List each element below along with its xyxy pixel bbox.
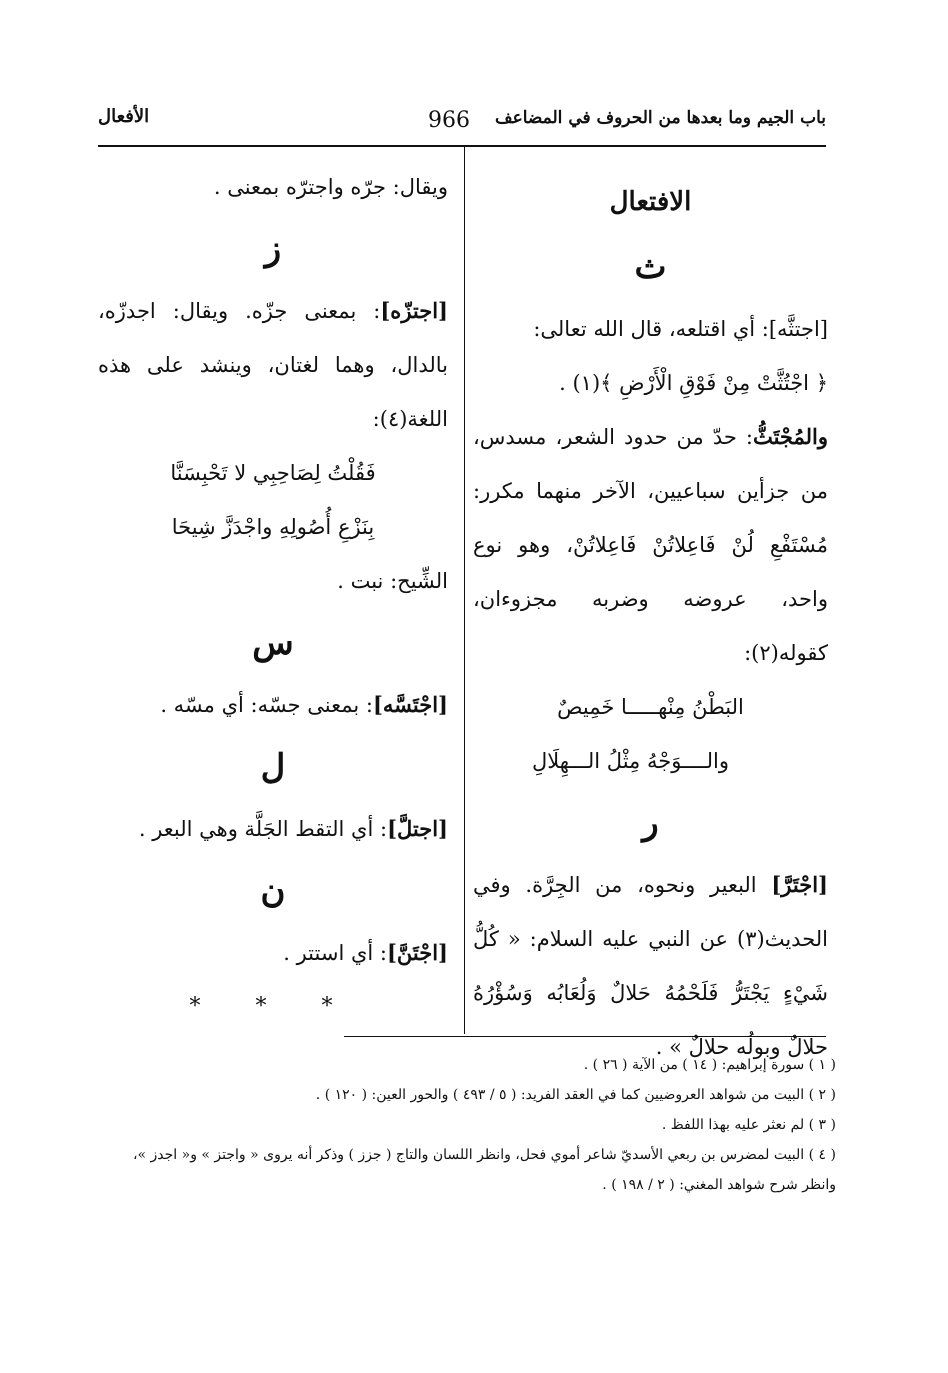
section-title: الأفعال [98,106,150,127]
entry-text: : بمعنى جزّه. ويقال: اجدزّه، بالدال، وهما لغتان، وينشد على هذه اللغة(٤): [98,299,448,431]
footnotes [116,1050,836,1200]
chapter-title: باب الجيم وما بعدها من الحروف في المضاعف [495,108,826,128]
entry-term: والمُجْتَثُّ [752,424,828,449]
column-divider [464,146,465,1034]
entry-ijtanna [98,926,448,980]
section-end-stars: * * * [189,994,357,1019]
footnote-1: ( ١ ) سورة إبراهيم: ( ١٤ ) من الآية ( ٢٦ ) . [583,1057,836,1073]
page-header [98,100,826,140]
letter-heading-r: ر [642,803,659,843]
letter-heading-s: س [252,623,294,663]
entry-ijtarra [473,858,828,1074]
quran-quote: ﴿ اجْتُثَّتْ مِنْ فَوْقِ الْأَرْضِ ﴾(١) . [559,371,828,395]
entry-shih: الشِّيح: نبت . [337,569,448,593]
footnote-4: ( ٤ ) البيت لمضرس بن ربعي الأسديّ شاعر أموي فحل، وانظر اللسان والتاج ( جزز ) وذكر أنه يروى « واجتز » و« اجدز »، وانظر شرح شواهد المغني: ( ٢ / ١٩٨ ) . [133,1147,836,1193]
entry-text: البعير ونحوه، من الجِرَّة. وفي الحديث(٣) عن النبي عليه السلام: « كُلُّ شَيْءٍ يَجْتَرُّ فَلَحْمُهُ حَلالٌ وَلُعَابُه وَسُؤْرُهُ حلالٌ وبولُه حلالٌ » . [473,873,828,1059]
right-column [473,160,828,1074]
left-column [98,160,448,1034]
footnote-rule [344,1036,826,1037]
entry-ijtazza [98,284,448,446]
entry-term: [اجْتَرَّ] [771,872,828,897]
letter-heading-l: ل [260,747,286,787]
entry-ijtaththa: [اجتثَّه]: أي اقتلعه، قال الله تعالى: [533,317,828,341]
entry-ijtassa [98,678,448,732]
footnote-2: ( ٢ ) البيت من شواهد العروضيين كما في العقد الفريد: ( ٥ / ٤٩٣ ) والحور العين: ( ١٢٠ ) . [315,1087,836,1103]
footnote-3: ( ٣ ) لم نعثر عليه بهذا اللفظ . [661,1117,836,1133]
entry-continuation: ويقال: جرّه واجترّه بمعنى . [213,175,448,199]
entry-term: [اجْتَنَّ] [386,940,448,965]
entry-ijtalla [98,802,448,856]
entry-text: : أي التقط الجَلَّة وهي البعر . [138,817,388,841]
letter-heading-n: ن [260,871,286,911]
entry-text: : بمعنى جسّه: أي مسّه . [160,693,373,717]
letter-heading-z: ز [264,229,282,269]
entry-text: : حدّ من حدود الشعر، مسدس، من جزأين سباعيين، الآخر منهما مكرر: مُسْتَفْعِ لُنْ فَاعِلاتُنْ فَاعِلاتُنْ، وهو نوع واحد، عروضه وضربه مجزوءان، كقوله(٢): [473,425,828,665]
letter-heading-th: ث [634,247,667,287]
entry-mujtath [473,410,828,680]
entry-term: [اجْتَسَّه] [372,692,448,717]
page-number: 966 [428,108,470,133]
entry-term: [اجتزّه] [380,298,448,323]
verse-line-1: فَقُلْتُ لِصَاحِبِي لا تَحْبِسَنَّا [170,461,376,485]
chapter-heading: الافتعال [609,187,692,217]
verse-line-2: بِنَزْعِ أُصُولِهِ واجْدَزَّ شِيحَا [171,515,375,539]
verse-line-1: البَطْنُ مِنْهـــــا خَمِيصٌ [557,695,744,719]
verse-line-2: والــــوَجْهُ مِثْلُ الـــهِلَالِ [531,749,730,773]
header-rule [98,145,826,147]
entry-term: [اجتلَّ] [387,816,448,841]
entry-text: : أي استتر . [283,941,387,965]
